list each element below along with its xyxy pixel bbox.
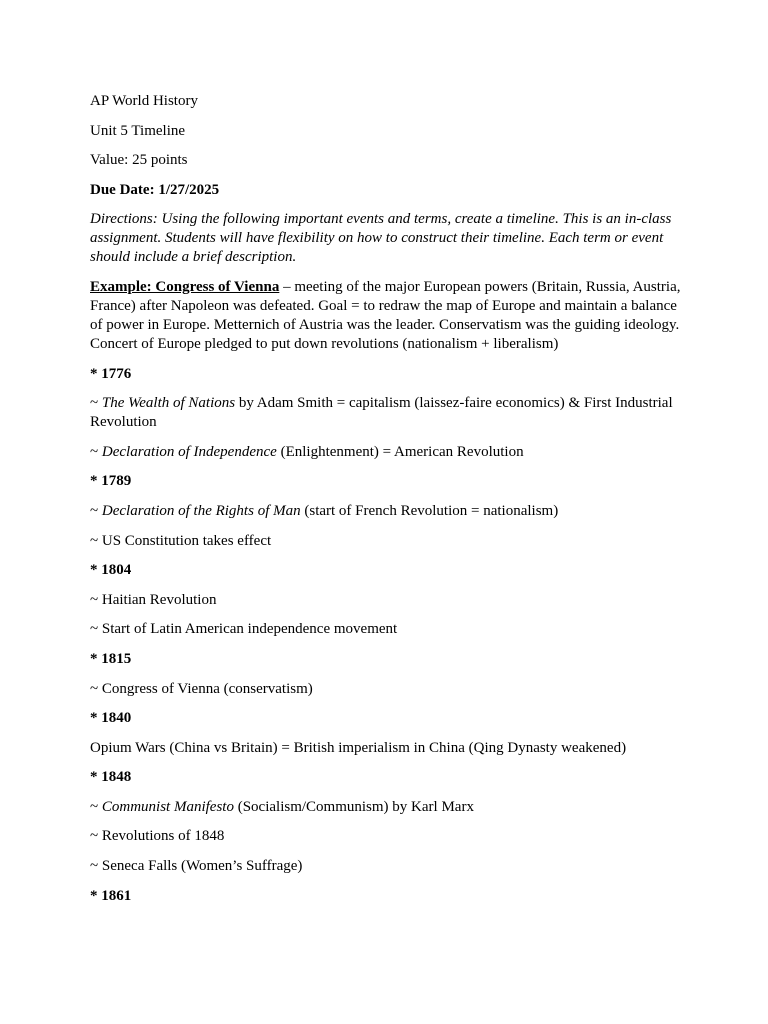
timeline-item [90,827,690,846]
item-title: Declaration of the Rights of Man [101,502,301,519]
timeline-year: * 1776 [90,365,132,382]
item-bullet: ~ [90,828,102,845]
item-title: Declaration of Independence [101,443,277,460]
item-bullet: ~ [90,680,102,697]
unit-title: Unit 5 Timeline [90,122,186,139]
timeline-item [90,739,690,758]
item-text: (Socialism/Communism) by Karl Marx [233,798,474,815]
item-text: Start of Latin American independence movement [101,621,398,638]
item-text: Opium Wars (China vs Britain) = British imperialism in China (Qing Dynasty weakened) [90,739,627,756]
timeline-item [90,443,690,462]
timeline-item [90,532,690,551]
document-body [90,92,690,916]
timeline-item [90,394,690,432]
item-text: Congress of Vienna (conservatism) [101,680,313,697]
item-bullet: ~ [90,532,102,549]
example-text: – meeting of the major European powers (Britain, Russia, Austria, France) after Napoleon was defeated. Goal = to redraw the map of Europe and maintain a balance of power in Europe. Metternich of Austria was the leader. Conservatism was the guiding ideology. Concert of Europe pledged to put down revolutions (nationalism + liberalism) [90,278,681,352]
timeline-year: * 1789 [90,473,132,490]
example-paragraph [90,278,690,354]
timeline-year: * 1848 [90,769,132,786]
item-title: The Wealth of Nations [101,395,236,412]
timeline-item [90,502,690,521]
item-bullet: ~ [90,858,102,875]
point-value: Value: 25 points [90,152,188,169]
item-bullet: ~ [90,502,102,519]
item-text: (Enlightenment) = American Revolution [276,443,524,460]
course-title: AP World History [90,93,198,109]
timeline-year: * 1804 [90,562,132,579]
item-text: by Adam Smith = capitalism (laissez-faire economics) & First Industrial Revolution [90,395,673,431]
item-text: Haitian Revolution [101,591,217,608]
item-bullet: ~ [90,621,102,638]
directions: Directions: Using the following important events and terms, create a timeline. This is an in-class assignment. Students will have flexibility on how to construct their timeline. Each term or event should include a brief description. [90,211,672,266]
timeline-item [90,857,690,876]
item-bullet: ~ [90,591,102,608]
item-bullet: ~ [90,443,102,460]
due-date: Due Date: 1/27/2025 [90,181,220,198]
item-bullet: ~ [90,798,102,815]
timeline-item [90,680,690,699]
timeline-year: * 1861 [90,887,132,904]
item-bullet: ~ [90,395,102,412]
timeline-year: * 1840 [90,710,132,727]
timeline-item [90,798,690,817]
timeline-item [90,591,690,610]
item-text: Seneca Falls (Women’s Suffrage) [101,858,303,875]
item-text: (start of French Revolution = nationalism) [300,502,559,519]
timeline [90,365,690,906]
item-text: US Constitution takes effect [101,532,272,549]
timeline-year: * 1815 [90,650,132,667]
item-text: Revolutions of 1848 [101,828,225,845]
example-label: Example: Congress of Vienna [90,278,280,295]
timeline-item [90,620,690,639]
item-title: Communist Manifesto [101,798,234,815]
